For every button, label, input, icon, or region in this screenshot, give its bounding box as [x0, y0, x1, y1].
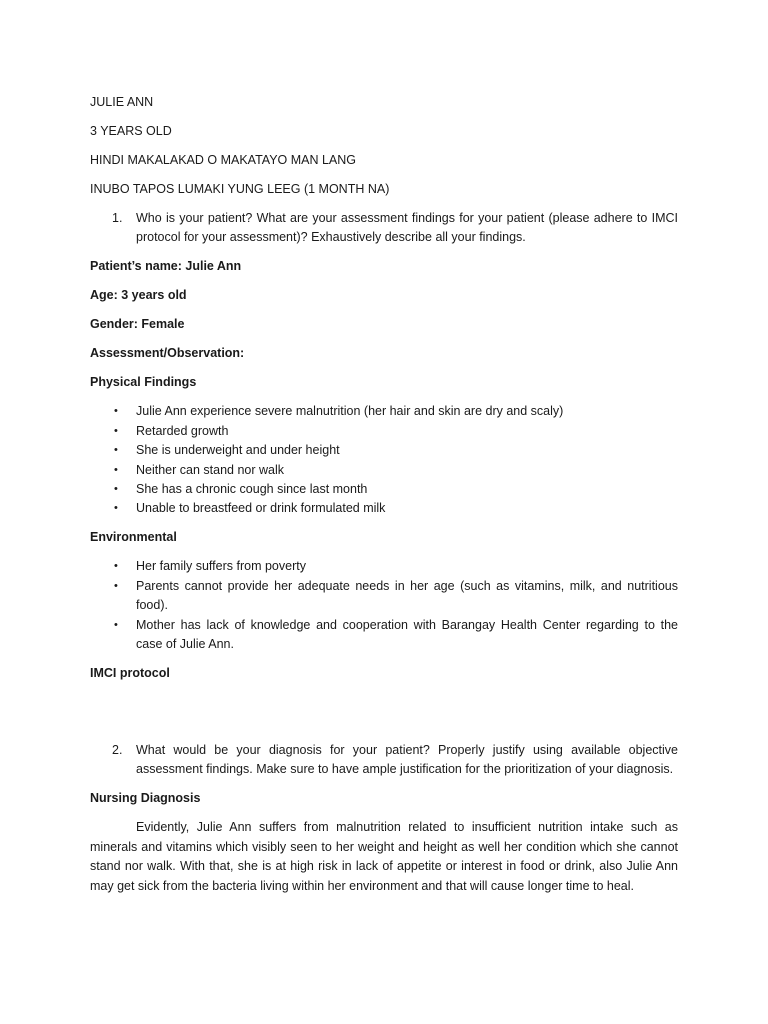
header-complaint-2: INUBO TAPOS LUMAKI YUNG LEEG (1 MONTH NA) [90, 182, 390, 196]
bullet-icon: • [114, 579, 118, 592]
imci-heading: IMCI protocol [90, 666, 170, 681]
list-item: • Neither can stand nor walk [90, 461, 678, 480]
bullet-icon: • [114, 405, 118, 418]
patient-gender: Gender: Female [90, 317, 185, 332]
blank-space [90, 693, 678, 741]
question-2-number: 2. [112, 743, 123, 758]
question-2-text: What would be your diagnosis for your patient? Properly justify using available objective assessment findings. Make sure to have ample justification for the prioritization of your diagnosis. [136, 743, 678, 777]
physical-findings-list [90, 402, 678, 518]
list-item: • Parents cannot provide her adequate needs in her age (such as vitamins, milk, and nutritious food). [90, 577, 678, 616]
nursing-diagnosis-body: Evidently, Julie Ann suffers from malnutrition related to insufficient nutrition intake such as minerals and vitamins which visibly seen to her weight and height as well her condition which she cannot stand nor walk. With that, she is at high risk in lack of appetite or interest in food or drink, also Julie Ann may get sick from the bacteria living within her environment and that will cause longer time to heal. [90, 820, 678, 893]
document-body [90, 93, 678, 896]
question-1 [90, 209, 678, 248]
list-item: • She is underweight and under height [90, 441, 678, 460]
list-item: • Her family suffers from poverty [90, 557, 678, 576]
list-item: • Julie Ann experience severe malnutrition (her hair and skin are dry and scaly) [90, 402, 678, 421]
patient-name: Patient’s name: Julie Ann [90, 259, 242, 274]
environmental-heading: Environmental [90, 530, 177, 545]
question-1-number: 1. [112, 211, 123, 225]
bullet-icon: • [114, 618, 118, 631]
bullet-icon: • [114, 560, 118, 573]
nursing-diagnosis-heading: Nursing Diagnosis [90, 791, 201, 806]
bullet-icon: • [114, 424, 118, 437]
header-age: 3 YEARS OLD [90, 124, 172, 138]
header-name: JULIE ANN [90, 95, 154, 109]
bullet-icon: • [114, 483, 118, 496]
list-item: • Mother has lack of knowledge and cooperation with Barangay Health Center regarding to the case of Julie Ann. [90, 616, 678, 655]
bullet-icon: • [114, 502, 118, 515]
list-item: • Retarded growth [90, 422, 678, 441]
list-item: • She has a chronic cough since last month [90, 480, 678, 499]
header-complaint-1: HINDI MAKALAKAD O MAKATAYO MAN LANG [90, 153, 357, 167]
physical-findings-heading: Physical Findings [90, 375, 197, 390]
question-1-text: Who is your patient? What are your assessment findings for your patient (please adhere to IMCI protocol for your assessment)? Exhaustively describe all your findings. [136, 211, 678, 245]
question-2 [90, 741, 678, 780]
environmental-list [90, 557, 678, 654]
list-item: • Unable to breastfeed or drink formulated milk [90, 499, 678, 518]
patient-age: Age: 3 years old [90, 288, 187, 303]
bullet-icon: • [114, 463, 118, 476]
assessment-heading: Assessment/Observation: [90, 346, 245, 361]
bullet-icon: • [114, 444, 118, 457]
